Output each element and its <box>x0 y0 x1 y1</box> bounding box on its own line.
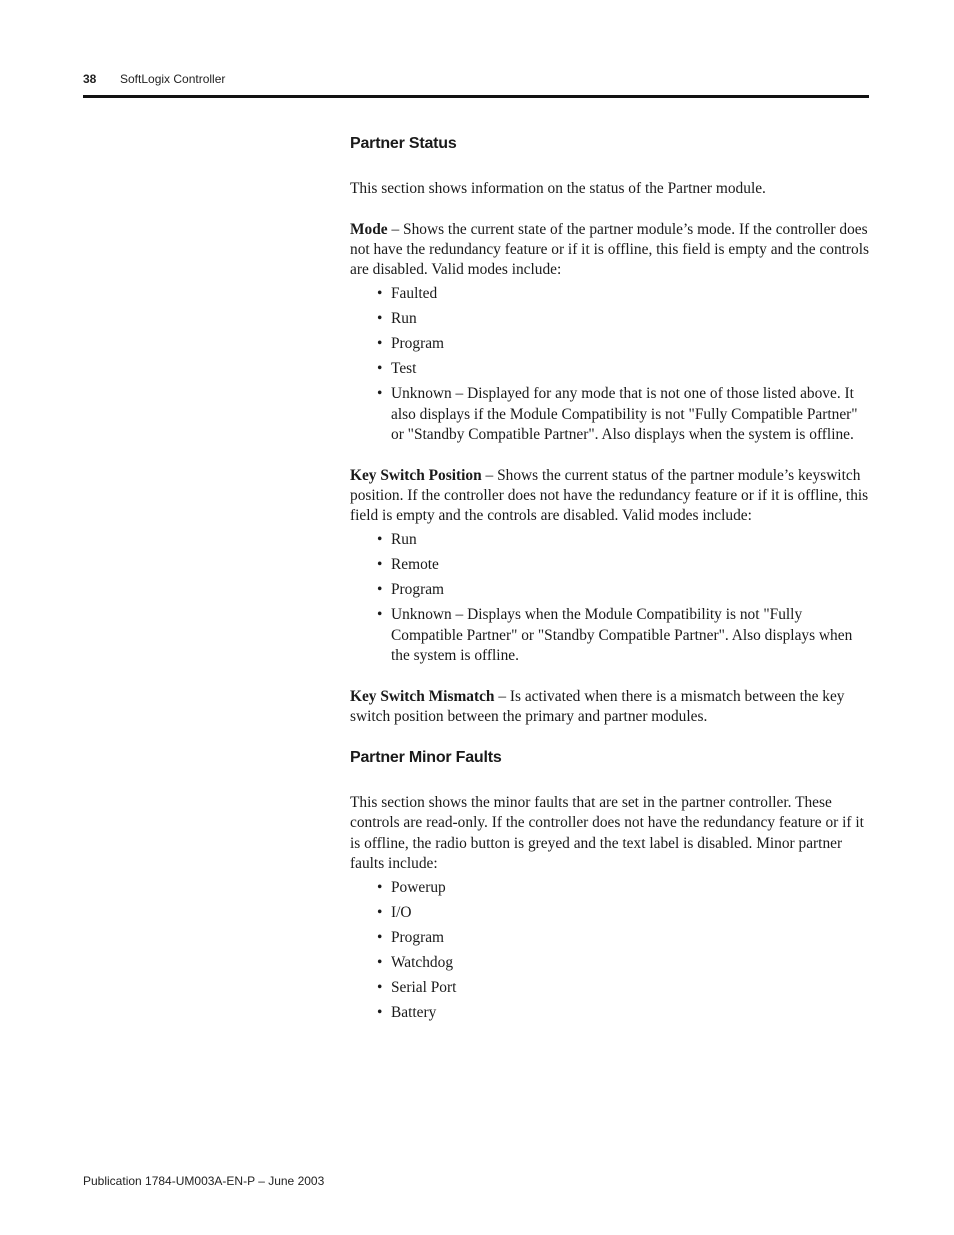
running-title: SoftLogix Controller <box>120 72 226 86</box>
list-item: • Serial Port <box>350 978 872 998</box>
keyswitch-description: – Shows the current status of the partner module’s keyswitch position. If the controller does not have the redundancy feature or if it is offline, this field is empty and the controls are disabled. Valid modes include: <box>350 466 869 525</box>
bullet: • <box>377 581 383 599</box>
mode-paragraph <box>350 220 872 281</box>
page-number: 38 <box>83 72 97 86</box>
list-item: • Run <box>350 309 872 329</box>
section-heading-partner-status: Partner Status <box>350 135 457 152</box>
mismatch-description: – Is activated when there is a mismatch between the key switch position between the primary and partner modules. <box>350 687 845 725</box>
bullet: • <box>377 878 383 896</box>
bullet: • <box>377 903 383 921</box>
main-content <box>350 133 872 1028</box>
minor-faults-intro: This section shows the minor faults that are set in the partner controller. These controls are read-only. If the controller does not have the redundancy feature or if it is offline, the radio button is greyed and the text label is disabled. Minor partner faults include: <box>350 794 864 872</box>
header-rule <box>83 95 869 98</box>
list-item: • Program <box>350 928 872 948</box>
bullet: • <box>377 285 383 303</box>
bullet: • <box>377 978 383 996</box>
list-item: • Unknown – Displayed for any mode that is not one of those listed above. It also displays if the Module Compatibility is not "Fully Compatible Partner" or "Standby Compatible Partner". Also displays when the system is offline. <box>377 385 858 443</box>
list-item: • Test <box>350 359 872 379</box>
list-item: • Battery <box>350 1003 872 1023</box>
keyswitch-paragraph <box>350 466 872 527</box>
bullet: • <box>377 1003 383 1021</box>
bullet: • <box>377 385 383 403</box>
list-item: • Faulted <box>350 284 872 304</box>
mode-list <box>350 284 872 445</box>
page-header <box>83 72 869 86</box>
bullet: • <box>377 335 383 353</box>
list-item: • I/O <box>350 903 872 923</box>
mismatch-term: Key Switch Mismatch <box>350 687 495 705</box>
mode-term: Mode <box>350 220 388 238</box>
partner-status-intro: This section shows information on the status of the Partner module. <box>350 180 766 197</box>
section-heading-partner-minor-faults: Partner Minor Faults <box>350 749 502 767</box>
page-footer: Publication 1784-UM003A-EN-P – June 2003 <box>83 1174 325 1188</box>
bullet: • <box>377 953 383 971</box>
minor-faults-list <box>350 878 872 1023</box>
keyswitch-list <box>350 530 872 666</box>
list-item: • Watchdog <box>350 953 872 973</box>
bullet: • <box>377 360 383 378</box>
list-item: • Run <box>350 530 872 550</box>
bullet: • <box>377 606 383 624</box>
keyswitch-term: Key Switch Position <box>350 466 482 484</box>
list-item: • Powerup <box>350 878 872 898</box>
mismatch-paragraph <box>350 687 872 727</box>
list-item: • Remote <box>350 555 872 575</box>
bullet: • <box>377 531 383 549</box>
bullet: • <box>377 928 383 946</box>
bullet: • <box>377 310 383 328</box>
list-item: • Program <box>350 334 872 354</box>
mode-description: – Shows the current state of the partner module’s mode. If the controller does not have the redundancy feature or if it is offline, this field is empty and the controls are disabled. Valid modes include: <box>350 220 870 279</box>
list-item: • Program <box>350 580 872 600</box>
bullet: • <box>377 556 383 574</box>
list-item: • Unknown – Displays when the Module Compatibility is not "Fully Compatible Partner" or "Standby Compatible Partner". Also displays when the system is offline. <box>377 606 853 664</box>
